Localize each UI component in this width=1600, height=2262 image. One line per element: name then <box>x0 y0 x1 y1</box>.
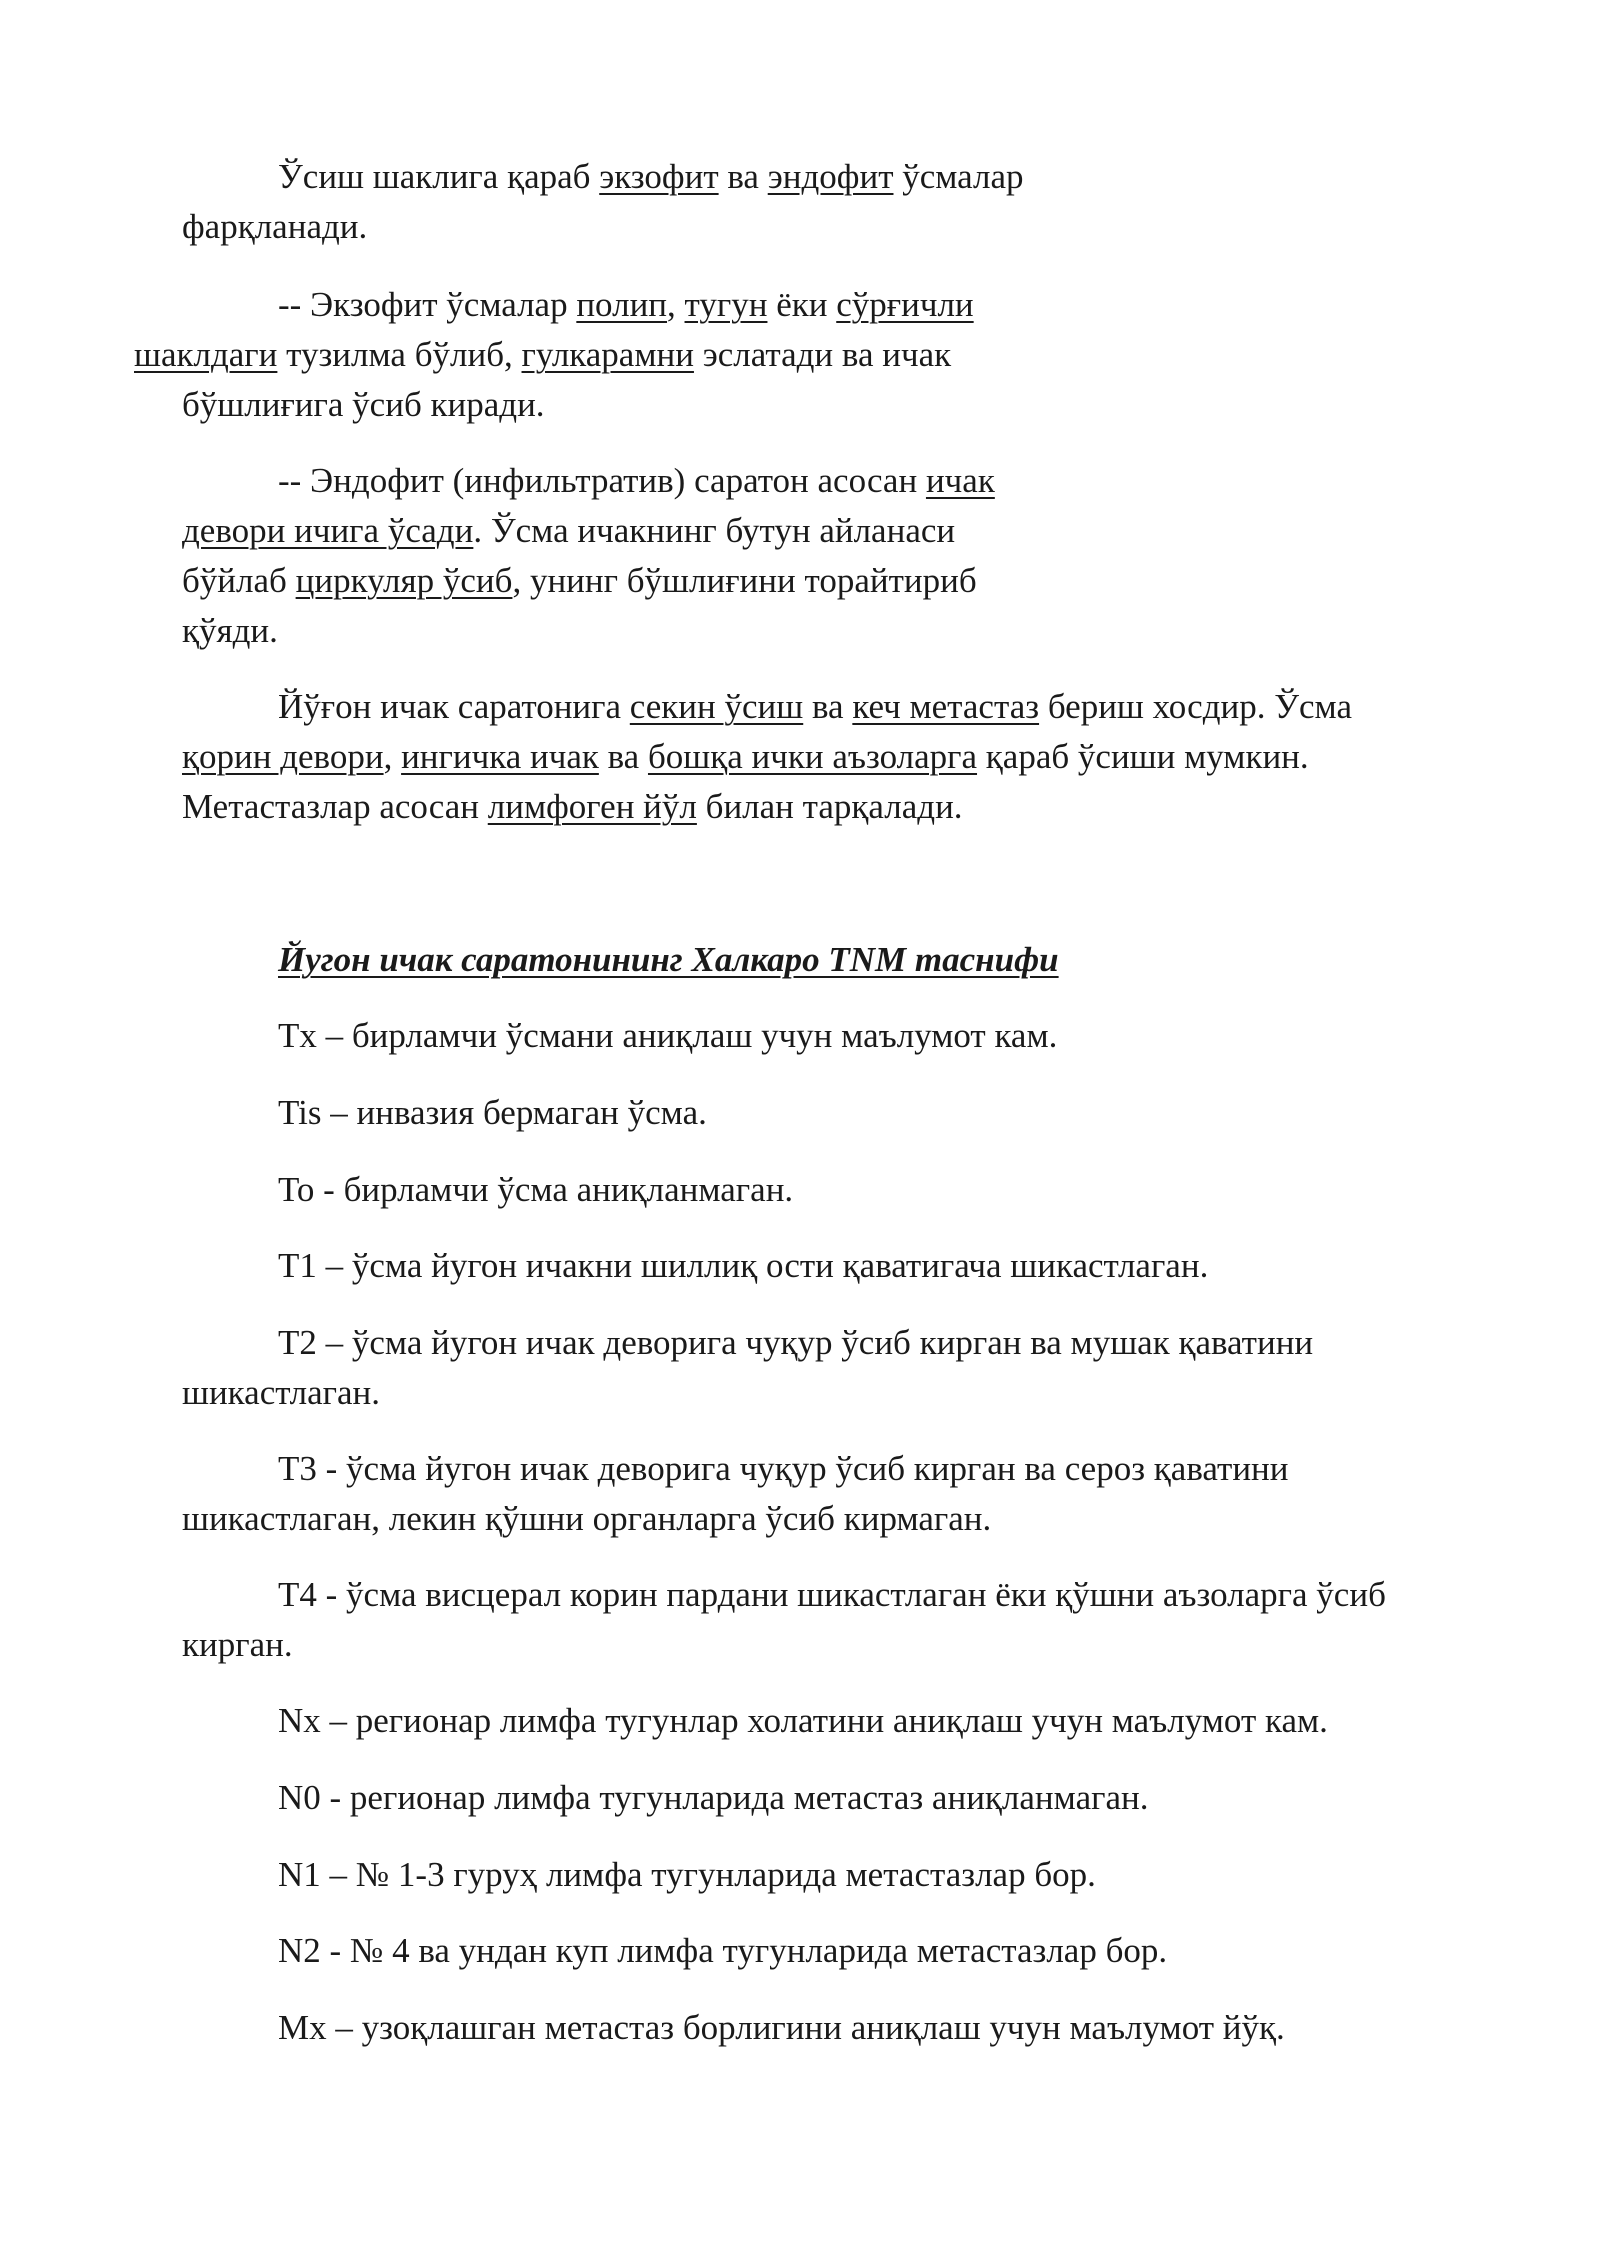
text: бўйлаб <box>182 561 296 600</box>
section-heading: Йугон ичак саратонининг Халкаро TNM таснифи <box>278 940 1059 979</box>
list-item <box>230 1011 1480 1061</box>
text: қараб ўсиши мумкин. <box>977 737 1309 776</box>
item-text: T1 – ўсма йугон ичакни шиллиқ ости қаватигача шикастлаган. <box>278 1246 1209 1285</box>
text: Ўсиш шаклига қараб <box>278 157 600 196</box>
item-text: Tx – бирламчи ўсмани аниқлаш учун маълумот кам. <box>278 1016 1058 1055</box>
list-item <box>182 1444 1480 1544</box>
item-text: N0 - регионар лимфа тугунларида метастаз аниқланмаган. <box>278 1778 1149 1817</box>
item-text: T4 - ўсма висцерал корин пардани шикастлаган ёки қўшни аъзоларга ўсиб <box>278 1575 1386 1614</box>
text: ва <box>718 157 768 196</box>
text: , <box>383 737 402 776</box>
term-papillary: сўрғичли <box>836 285 974 324</box>
text: тузилма бўлиб, <box>277 335 522 374</box>
text: ўсмалар <box>893 157 1024 196</box>
text: Йўғон ичак саратонига <box>278 687 630 726</box>
text: , унинг бўшлиғини торайтириб <box>512 561 977 600</box>
item-text: T2 – ўсма йугон ичак деворига чуқур ўсиб кирган ва мушак қаватини <box>278 1323 1314 1362</box>
term-exophytic: экзофит <box>599 157 719 196</box>
list-item <box>230 1165 1480 1215</box>
term-cauliflower: гулкарамни <box>521 335 694 374</box>
item-text-continued: шикастлаган. <box>182 1373 381 1412</box>
text: , <box>667 285 685 324</box>
term-other-organs: бошқа ички аъзоларга <box>647 737 978 776</box>
term-endophytic: эндофит <box>767 157 894 196</box>
text: -- Эндофит (инфильтратив) саратон асосан <box>278 461 926 500</box>
item-text: Nx – регионар лимфа тугунлар холатини аниқлаш учун маълумот кам. <box>278 1701 1328 1740</box>
text: Метастазлар асосан <box>182 787 488 826</box>
term-lymphogenic-route: лимфоген йўл <box>487 787 697 826</box>
term-grows-into-wall: девори ичига ўсади <box>182 511 474 550</box>
list-item <box>230 1926 1480 1976</box>
item-text-continued: кирган. <box>182 1625 293 1664</box>
term-small-intestine: ингичка ичак <box>401 737 599 776</box>
term-circular-growth: циркуляр ўсиб <box>295 561 513 600</box>
item-text: T3 - ўсма йугон ичак деворига чуқур ўсиб кирган ва сероз қаватини <box>278 1449 1289 1488</box>
list-item <box>230 1850 1480 1900</box>
term-intestine: ичак <box>925 461 995 500</box>
text: ёки <box>767 285 837 324</box>
text: ва <box>598 737 648 776</box>
text: қўяди. <box>182 611 278 650</box>
list-item <box>230 2003 1480 2053</box>
text: билан тарқалади. <box>696 787 963 826</box>
list-item <box>230 1088 1480 1138</box>
text: эслатади ва ичак <box>693 335 952 374</box>
paragraph-endophytic <box>182 456 1190 656</box>
text: -- Экзофит ўсмалар <box>278 285 577 324</box>
paragraph-colon-cancer <box>182 682 1480 832</box>
term-polyp: полип <box>576 285 668 324</box>
item-text: Mx – узоқлашган метастаз борлигини аниқлаш учун маълумот йўқ. <box>278 2008 1285 2047</box>
text: бериш хосдир. Ўсма <box>1039 687 1352 726</box>
list-item <box>182 1318 1480 1418</box>
paragraph-exophytic <box>134 280 1190 430</box>
item-text-continued: шикастлаган, лекин қўшни органларга ўсиб кирмаган. <box>182 1499 992 1538</box>
list-item <box>230 1696 1480 1746</box>
list-item <box>182 1570 1480 1670</box>
list-item <box>230 1241 1480 1291</box>
term-slow-growth: секин ўсиш <box>629 687 804 726</box>
list-item <box>230 1773 1480 1823</box>
text: . Ўсма ичакнинг бутун айланаси <box>473 511 956 550</box>
item-text: Tis – инвазия бермаган ўсма. <box>278 1093 707 1132</box>
term-abdominal-wall: қорин девори <box>182 737 384 776</box>
text: фарқланади. <box>182 207 368 246</box>
term-late-metastasis: кеч метастаз <box>852 687 1040 726</box>
item-text: N2 - № 4 ва ундан куп лимфа тугунларида метастазлар бор. <box>278 1931 1168 1970</box>
term-node: тугун <box>684 285 768 324</box>
term-shaped: шаклдаги <box>134 335 278 374</box>
item-text: To - бирламчи ўсма аниқланмаган. <box>278 1170 794 1209</box>
paragraph-growth-forms <box>182 152 1130 252</box>
text: бўшлиғига ўсиб киради. <box>182 385 545 424</box>
item-text: N1 – № 1-3 гуруҳ лимфа тугунларида метастазлар бор. <box>278 1855 1096 1894</box>
text: ва <box>803 687 853 726</box>
